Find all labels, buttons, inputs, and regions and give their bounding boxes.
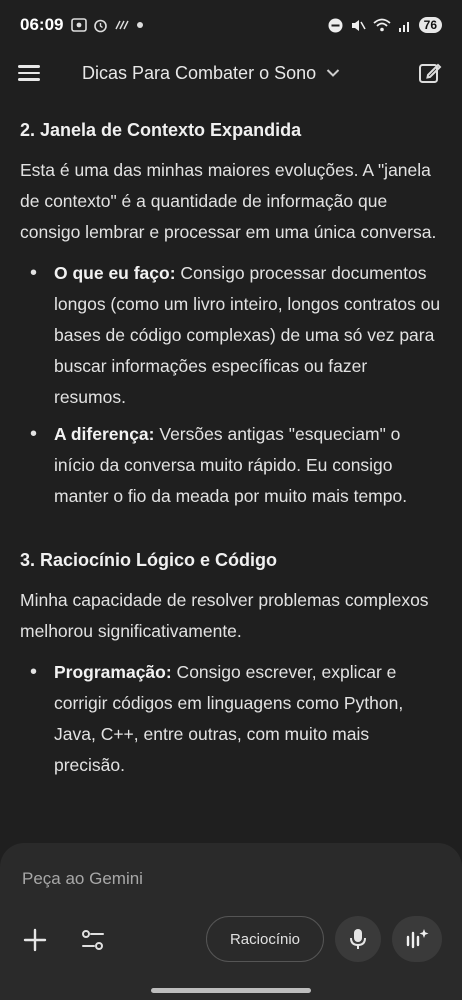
mute-icon xyxy=(350,18,366,33)
microphone-icon xyxy=(348,927,368,951)
list-item xyxy=(20,657,442,781)
section-heading: 3. Raciocínio Lógico e Código xyxy=(20,550,278,570)
page-title: Dicas Para Combater o Sono xyxy=(82,62,317,83)
wifi-icon xyxy=(373,18,391,32)
status-bar xyxy=(0,0,462,50)
new-chat-edit-icon[interactable] xyxy=(416,59,444,87)
live-waveform-sparkle-icon xyxy=(404,927,430,951)
add-attachment-icon[interactable] xyxy=(20,925,50,955)
section-paragraph: Minha capacidade de resolver problemas complexos melhorou significativamente. xyxy=(20,590,429,641)
status-time: 06:09 xyxy=(20,15,64,34)
alarm-icon xyxy=(93,18,108,33)
screenshot-icon xyxy=(71,18,87,32)
battery-level: 76 xyxy=(419,17,442,33)
bullet-label: O que eu faço: xyxy=(54,263,176,283)
chevron-down-icon xyxy=(326,68,340,78)
section-heading: 2. Janela de Contexto Expandida xyxy=(20,120,302,140)
dot-icon xyxy=(136,21,144,29)
cell-signal-icon xyxy=(398,19,412,32)
list-item xyxy=(20,419,442,512)
section-paragraph: Esta é uma das minhas maiores evoluções. A "janela de contexto" é a quantidade de informação que consigo lembrar e processar em uma única conversa. xyxy=(20,160,437,242)
menu-icon[interactable] xyxy=(18,58,48,88)
conversation-title-dropdown[interactable] xyxy=(82,63,340,84)
bullet-text: Consigo escrever, explicar e corrigir códigos em linguagens como Python, Java, C++, entre outras, com muito mais precisão. xyxy=(54,662,404,775)
bullet-label: A diferença: xyxy=(54,424,155,444)
microphone-button[interactable] xyxy=(335,916,381,962)
home-indicator[interactable] xyxy=(151,988,311,993)
live-mode-button[interactable] xyxy=(392,916,442,962)
bullet-label: Programação: xyxy=(54,662,172,682)
signal-strikethrough-icon xyxy=(114,19,130,31)
status-system-icons xyxy=(328,17,442,33)
prompt-input[interactable]: Peça ao Gemini xyxy=(22,869,143,888)
bullet-text: Versões antigas "esqueciam" o início da conversa muito rápido. Eu consigo manter o fio da meada por muito mais tempo. xyxy=(54,424,408,506)
bullet-list xyxy=(20,657,442,781)
status-notification-icons xyxy=(71,18,144,33)
bullet-text: Consigo processar documentos longos (como um livro inteiro, longos contratos ou bases de código complexas) de uma só vez para buscar informações específicas ou fazer resumos. xyxy=(54,263,441,407)
do-not-disturb-icon xyxy=(328,18,343,33)
bullet-list xyxy=(20,258,442,512)
reasoning-button[interactable]: Raciocínio xyxy=(206,916,324,962)
tools-icon[interactable] xyxy=(78,925,108,955)
response-content xyxy=(20,120,442,787)
list-item xyxy=(20,258,442,413)
prompt-composer xyxy=(0,843,462,1000)
app-bar xyxy=(0,50,462,96)
